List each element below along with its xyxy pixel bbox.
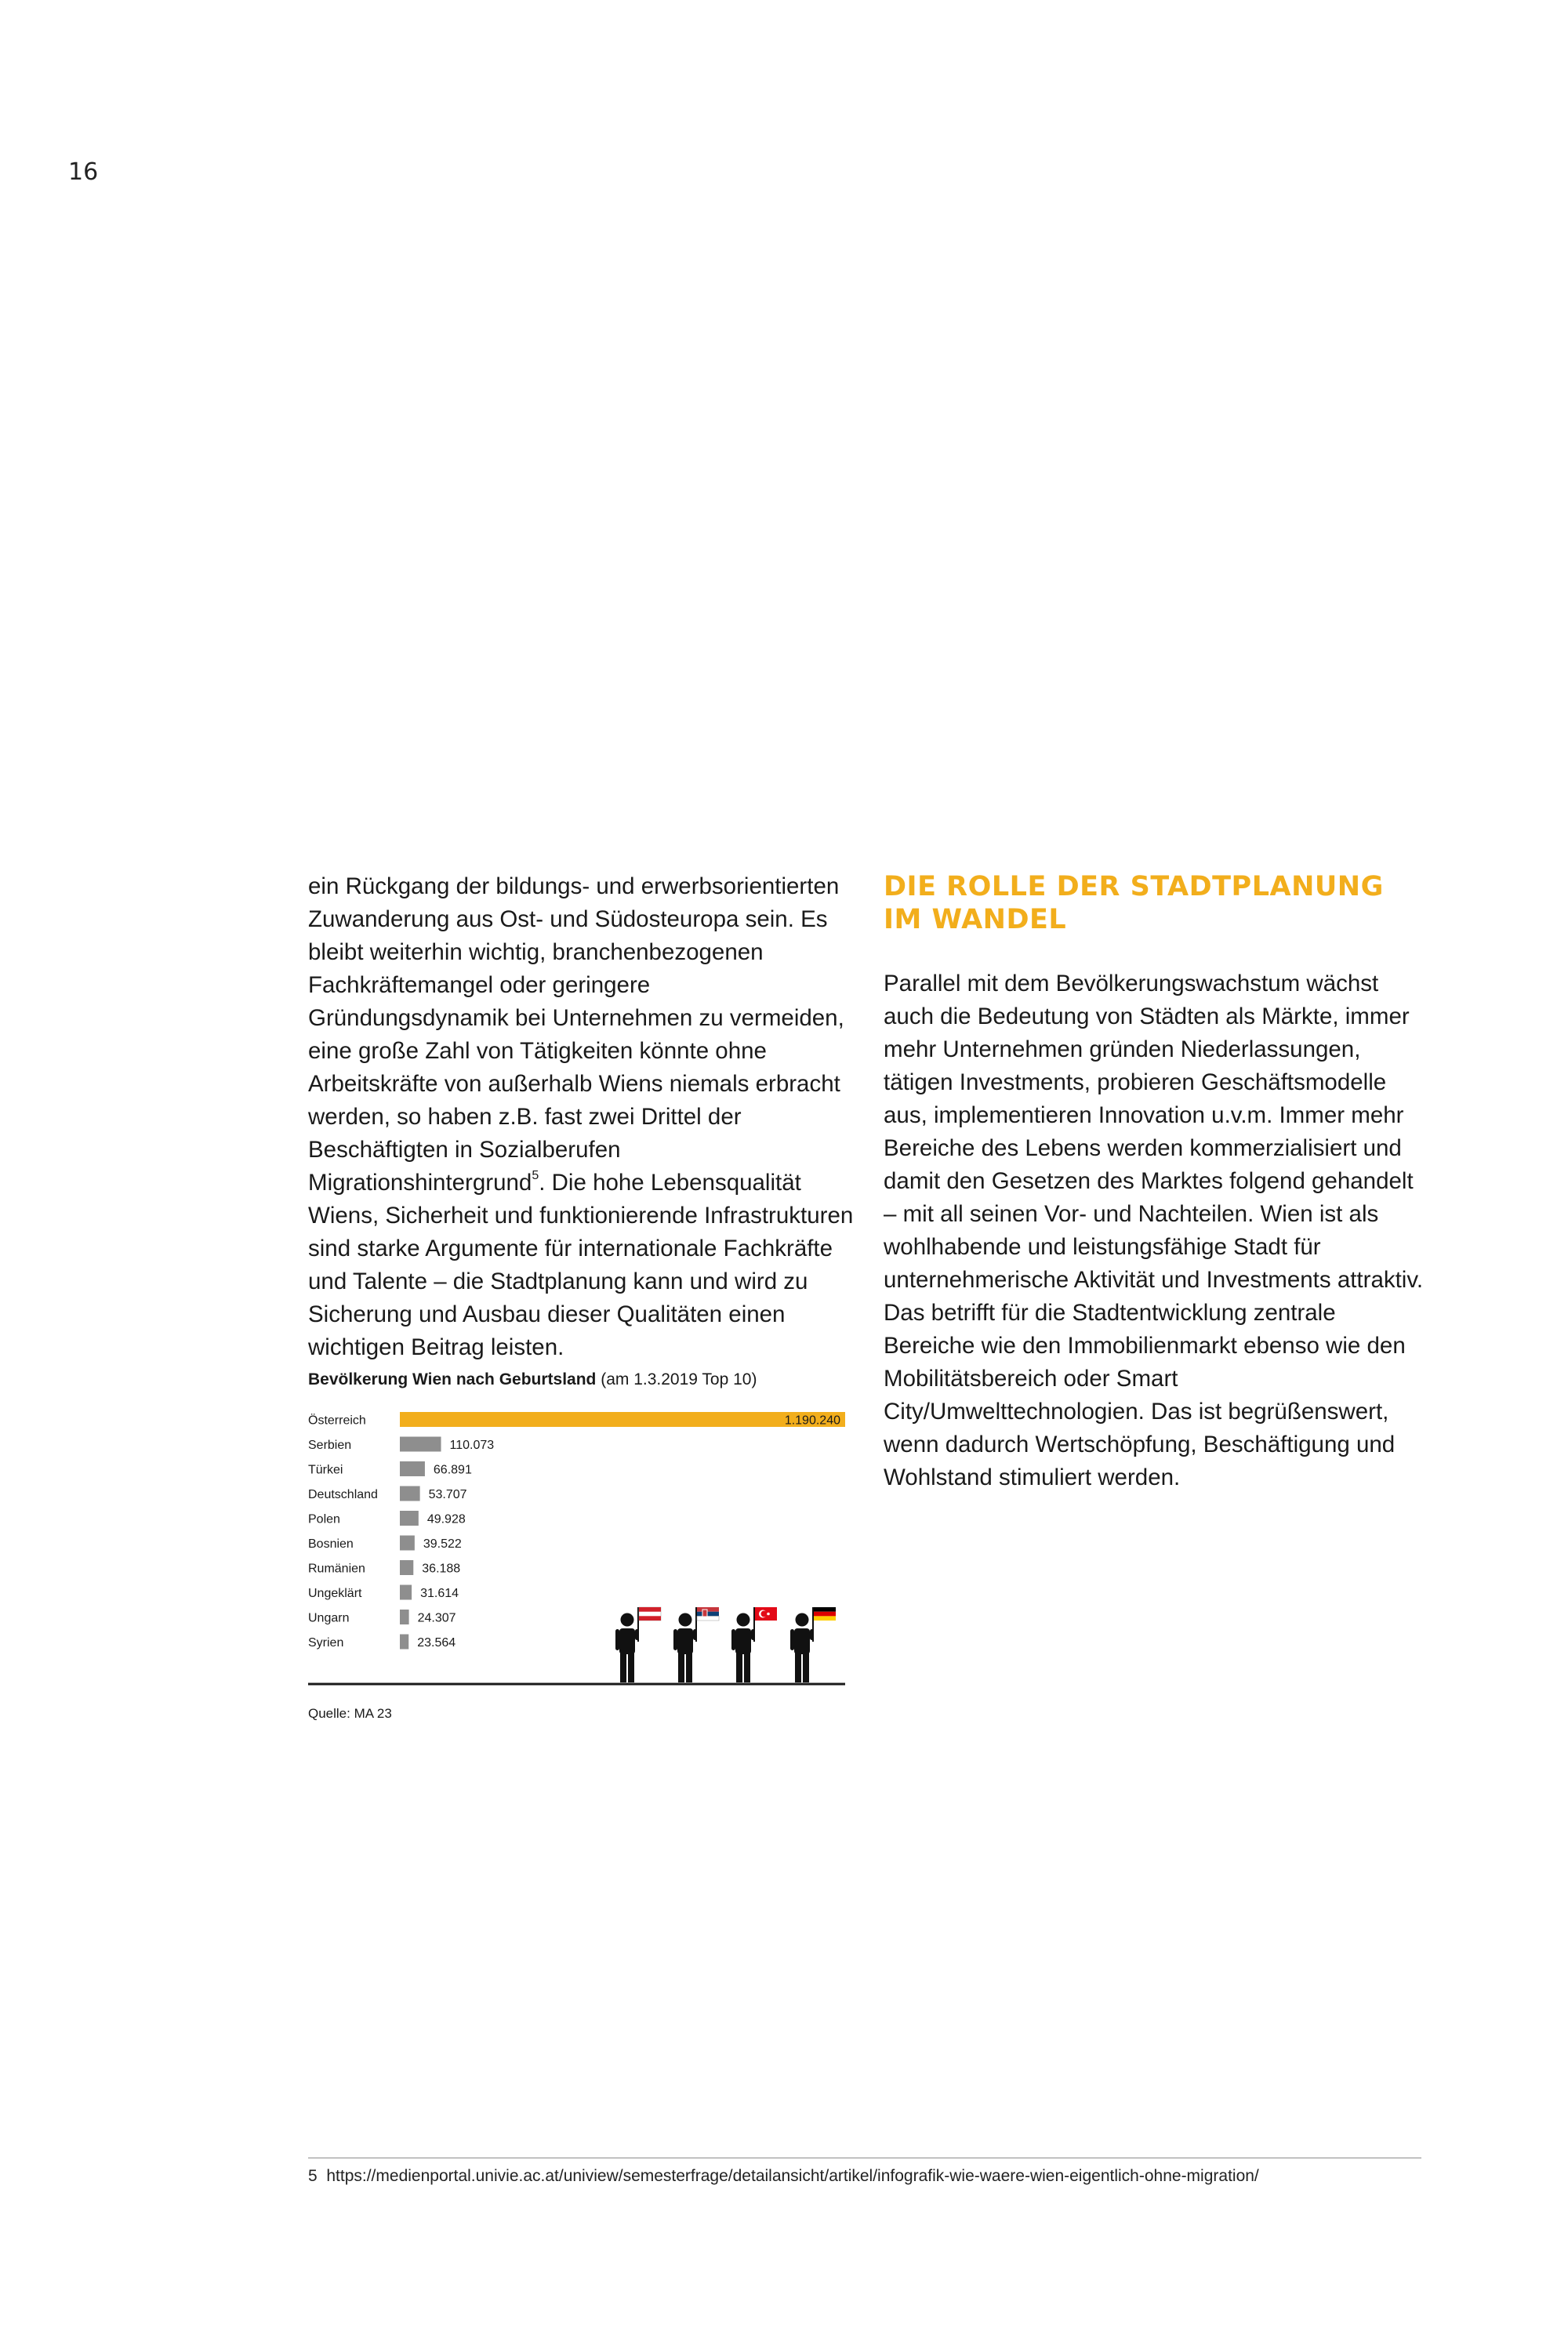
- value-label: 31.614: [420, 1587, 459, 1600]
- section-heading-line1: DIE ROLLE DER STADTPLANUNG: [884, 871, 1384, 902]
- flag-stripe: [814, 1612, 836, 1617]
- person-torso: [735, 1628, 751, 1654]
- person-arm: [790, 1629, 794, 1650]
- bar: [400, 1511, 419, 1526]
- person-head: [796, 1613, 809, 1627]
- page-number: 16: [68, 158, 99, 186]
- birthplace-bar-chart: [308, 1407, 849, 1690]
- footnote: [308, 2167, 1421, 2186]
- value-label: 1.190.240: [784, 1414, 840, 1428]
- person-leg: [803, 1653, 809, 1682]
- flag-stripe: [697, 1607, 719, 1612]
- value-label: 23.564: [417, 1636, 456, 1650]
- category-label: Türkei: [308, 1463, 343, 1477]
- bar: [400, 1461, 425, 1476]
- value-label: 110.073: [449, 1439, 495, 1452]
- category-label: Polen: [308, 1512, 340, 1526]
- person-leg: [686, 1653, 692, 1682]
- chart-title-main: Bevölkerung Wien nach Geburtsland: [308, 1370, 597, 1388]
- category-label: Rumänien: [308, 1562, 365, 1576]
- person-torso: [677, 1628, 693, 1654]
- person-leg: [744, 1653, 750, 1682]
- category-label: Deutschland: [308, 1488, 378, 1501]
- bar: [400, 1585, 412, 1600]
- value-label: 66.891: [433, 1463, 472, 1477]
- category-label: Serbien: [308, 1439, 352, 1452]
- footnote-link[interactable]: https://medienportal.univie.ac.at/uniview/semesterfrage/detailansicht/artikel/infografik-wie-waere-wien-eigentlich-ohne-migration/: [326, 2167, 1259, 2185]
- flag-stripe: [697, 1616, 719, 1621]
- category-label: Ungeklärt: [308, 1587, 362, 1600]
- category-label: Bosnien: [308, 1537, 354, 1551]
- bar: [400, 1536, 415, 1551]
- bar: [400, 1486, 420, 1501]
- person-arm: [673, 1629, 677, 1650]
- person-head: [737, 1613, 750, 1627]
- section-heading-line2: IM WANDEL: [884, 904, 1067, 935]
- person-leg: [795, 1653, 801, 1682]
- chart-title: [308, 1370, 873, 1389]
- value-label: 24.307: [417, 1611, 456, 1625]
- left-paragraph-part2: . Die hohe Lebensqualität Wiens, Sicherheit und funktionierende Infrastrukturen sind starke Argumente für internationale Fachkräfte und Talente – die Stadtplanung kann und wird zu Sicherung und Ausbau dieser Qualitäten einen wichtigen Beitrag leisten.: [308, 1170, 854, 1360]
- person-torso: [794, 1628, 810, 1654]
- value-label: 49.928: [426, 1512, 466, 1526]
- flag-stripe: [639, 1616, 661, 1621]
- bar: [400, 1412, 845, 1427]
- left-paragraph: [308, 870, 857, 1364]
- value-label: 53.707: [428, 1488, 467, 1501]
- person-leg: [678, 1653, 684, 1682]
- category-label: Syrien: [308, 1636, 344, 1650]
- footnote-reference[interactable]: 5: [532, 1169, 539, 1182]
- value-label: 36.188: [422, 1562, 461, 1576]
- bar: [400, 1437, 441, 1452]
- chart-title-suffix: (am 1.3.2019 Top 10): [596, 1370, 757, 1388]
- right-column: [884, 870, 1432, 1494]
- category-label: Ungarn: [308, 1611, 350, 1625]
- person-leg: [628, 1653, 634, 1682]
- left-paragraph-part1: ein Rückgang der bildungs- und erwerbsorientierten Zuwanderung aus Ost- und Südosteuropa sein. Es bleibt weiterhin wichtig, branchenbezogenen Fachkräftemangel oder geringere Gründungsdynamik bei Unternehmen zu vermeiden, eine große Zahl von Tätigkeiten könnte ohne Arbeitskräfte von außerhalb Wiens niemals erbracht werden, so haben z.B. fast zwei Drittel der Beschäftigten in Sozialberufen Migrationshintergrund: [308, 873, 844, 1196]
- flag-star: [767, 1613, 770, 1616]
- flag-stripe: [697, 1612, 719, 1617]
- value-label: 39.522: [423, 1537, 462, 1551]
- footnote-number: 5: [308, 2167, 318, 2185]
- person-leg: [736, 1653, 742, 1682]
- person-head: [621, 1613, 634, 1627]
- flag-crescent-cut: [761, 1611, 768, 1617]
- person-arm: [731, 1629, 735, 1650]
- person-head: [679, 1613, 692, 1627]
- section-heading: [884, 870, 1432, 936]
- flag-stripe: [639, 1607, 661, 1612]
- flag-stripe: [814, 1607, 836, 1612]
- flag-stripe: [814, 1616, 836, 1621]
- flag-emblem: [702, 1610, 707, 1617]
- bar: [400, 1560, 413, 1575]
- bar: [400, 1635, 408, 1650]
- person-arm: [615, 1629, 619, 1650]
- chart-source: Quelle: MA 23: [308, 1706, 392, 1721]
- right-paragraph: Parallel mit dem Bevölkerungswachstum wächst auch die Bedeutung von Städten als Märkte, immer mehr Unternehmen gründen Niederlassungen, tätigen Investments, probieren Geschäftsmodelle aus, implementieren Innovation u.v.m. Immer mehr Bereiche des Lebens werden kommerzialisiert und damit den Gesetzen des Marktes folgend gehandelt – mit all seinen Vor- und Nachteilen. Wien ist als wohlhabende und leistungsfähige Stadt für unternehmerische Aktivität und Investments attraktiv. Das betrifft für die Stadtentwicklung zentrale Bereiche wie den Immobilienmarkt ebenso wie den Mobilitätsbereich oder Smart City/Umwelttechnologien. Das ist begrüßenswert, wenn dadurch Wertschöpfung, Beschäftigung und Wohlstand stimuliert werden.: [884, 971, 1424, 1490]
- category-label: Österreich: [308, 1414, 366, 1428]
- left-column: [308, 870, 857, 1364]
- bar: [400, 1610, 409, 1624]
- person-torso: [619, 1628, 635, 1654]
- person-leg: [620, 1653, 626, 1682]
